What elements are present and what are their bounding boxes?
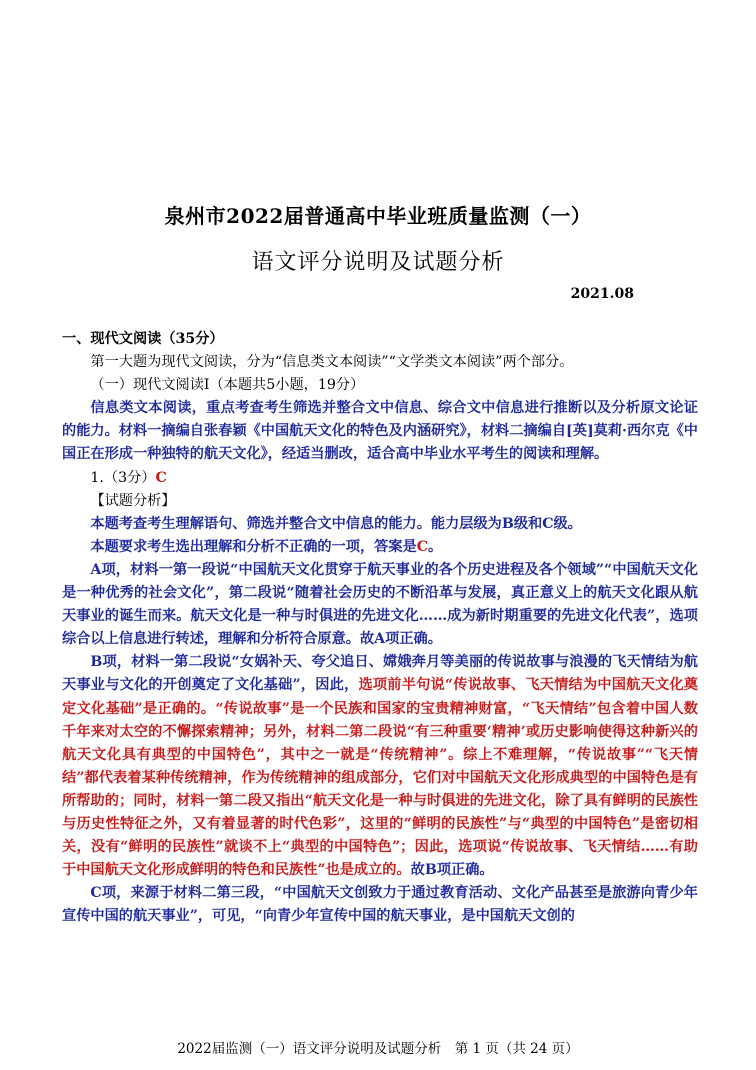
analysis-label: 【试题分析】 <box>90 492 176 509</box>
requirement-answer: C <box>416 538 429 555</box>
question-1-number: 1.（3分） <box>90 469 156 486</box>
subsection-heading: （一）现代文阅读Ⅰ（本题共5小题，19分） <box>90 377 365 394</box>
option-b-analysis <box>62 651 698 882</box>
page-footer: 2022届监测（一）语文评分说明及试题分析 第 1 页（共 24 页） <box>177 1041 579 1057</box>
document-title: 泉州市2022届普通高中毕业班质量监测（一） <box>164 204 592 228</box>
option-b-part1: B项，材料一第二段说“女娲补天、夸父追日、嫦娥奔月等美丽的传说故事与浪漫的飞天情结为航天事业与文化的开创奠定了文化基础”，因此， <box>62 654 698 694</box>
requirement-text: 本题要求考生选出理解和分析不正确的一项，答案是 <box>90 538 417 555</box>
requirement-statement <box>62 536 698 559</box>
option-a-analysis: A项，材料一第一段说“中国航天文化贯穿于航天事业的各个历史进程及各个领域”“中国航天文化是一种优秀的社会文化”，第二段说“随着社会历史的不断沿革与发展，真正意义上的航天文化跟从航天事业的诞生而来。航天文化是一种与时俱进的先进文化……成为新时期重要的先进文化代表”，选项综合以上信息进行转述，理解和分析符合原意。故A项正确。 <box>62 561 698 648</box>
question-1-header <box>62 467 698 490</box>
option-b-part2: 选项前半句说“传说故事、飞天情结为中国航天文化奠定文化基础”是正确的。“传说故事”是一个民族和国家的宝贵精神财富，“飞天情结”包含着中国人数千年来对太空的不懈探索精神；另外，材料二第二段说“有三种重要‘精神’或历史影响使得这种新兴的航天文化具有典型的中国特色”，其中之一就是“传统精神”。综上不难理解，“传说故事”“飞天情结”都代表着某种传统精神，作为传统精神的组成部分，它们对中国航天文化形成典型的中国特色是有所帮助的；同时，材料一第二段又指出“航天文化是一种与时俱进的先进文化，除了具有鲜明的民族性与历史性特征之外，又有着显著的时代色彩”，这里的“鲜明的民族性”与“典型的中国特色”是密切相关，没有“鲜明的民族性”就谈不上“典型的中国特色”；因此，选项说“传说故事、飞天情结……有助于中国航天文化形成鲜明的特色和民族性”也是成立的。 <box>62 677 698 879</box>
ability-statement: 本题考查考生理解语句、筛选并整合文中信息的能力。能力层级为B级和C级。 <box>90 515 582 532</box>
option-c-analysis: C项，来源于材料二第三段，“中国航天文创致力于通过教育活动、文化产品甚至是旅游向青少年宣传中国的航天事业”，可见，“向青少年宣传中国的航天事业，是中国航天文创的 <box>62 885 698 925</box>
section-overview: 信息类文本阅读，重点考查考生筛选并整合文中信息、综合文中信息进行推断以及分析原文论证的能力。材料一摘编自张春颖《中国航天文化的特色及内涵研究》，材料二摘编自[英]莫莉·西尔克《中国正在形成一种独特的航天文化》，经适当删改，适合高中毕业水平考生的阅读和理解。 <box>62 400 698 463</box>
option-b-part3: 故B项正确。 <box>410 862 494 879</box>
document-body <box>62 328 698 928</box>
document-date: 2021.08 <box>570 286 634 302</box>
question-1-answer: C <box>155 469 167 486</box>
section-heading: 一、现代文阅读（35分） <box>62 331 224 347</box>
document-subtitle: 语文评分说明及试题分析 <box>251 250 505 275</box>
requirement-end: 。 <box>428 538 443 555</box>
section-intro: 第一大题为现代文阅读，分为“信息类文本阅读”“文学类文本阅读”两个部分。 <box>90 354 574 371</box>
